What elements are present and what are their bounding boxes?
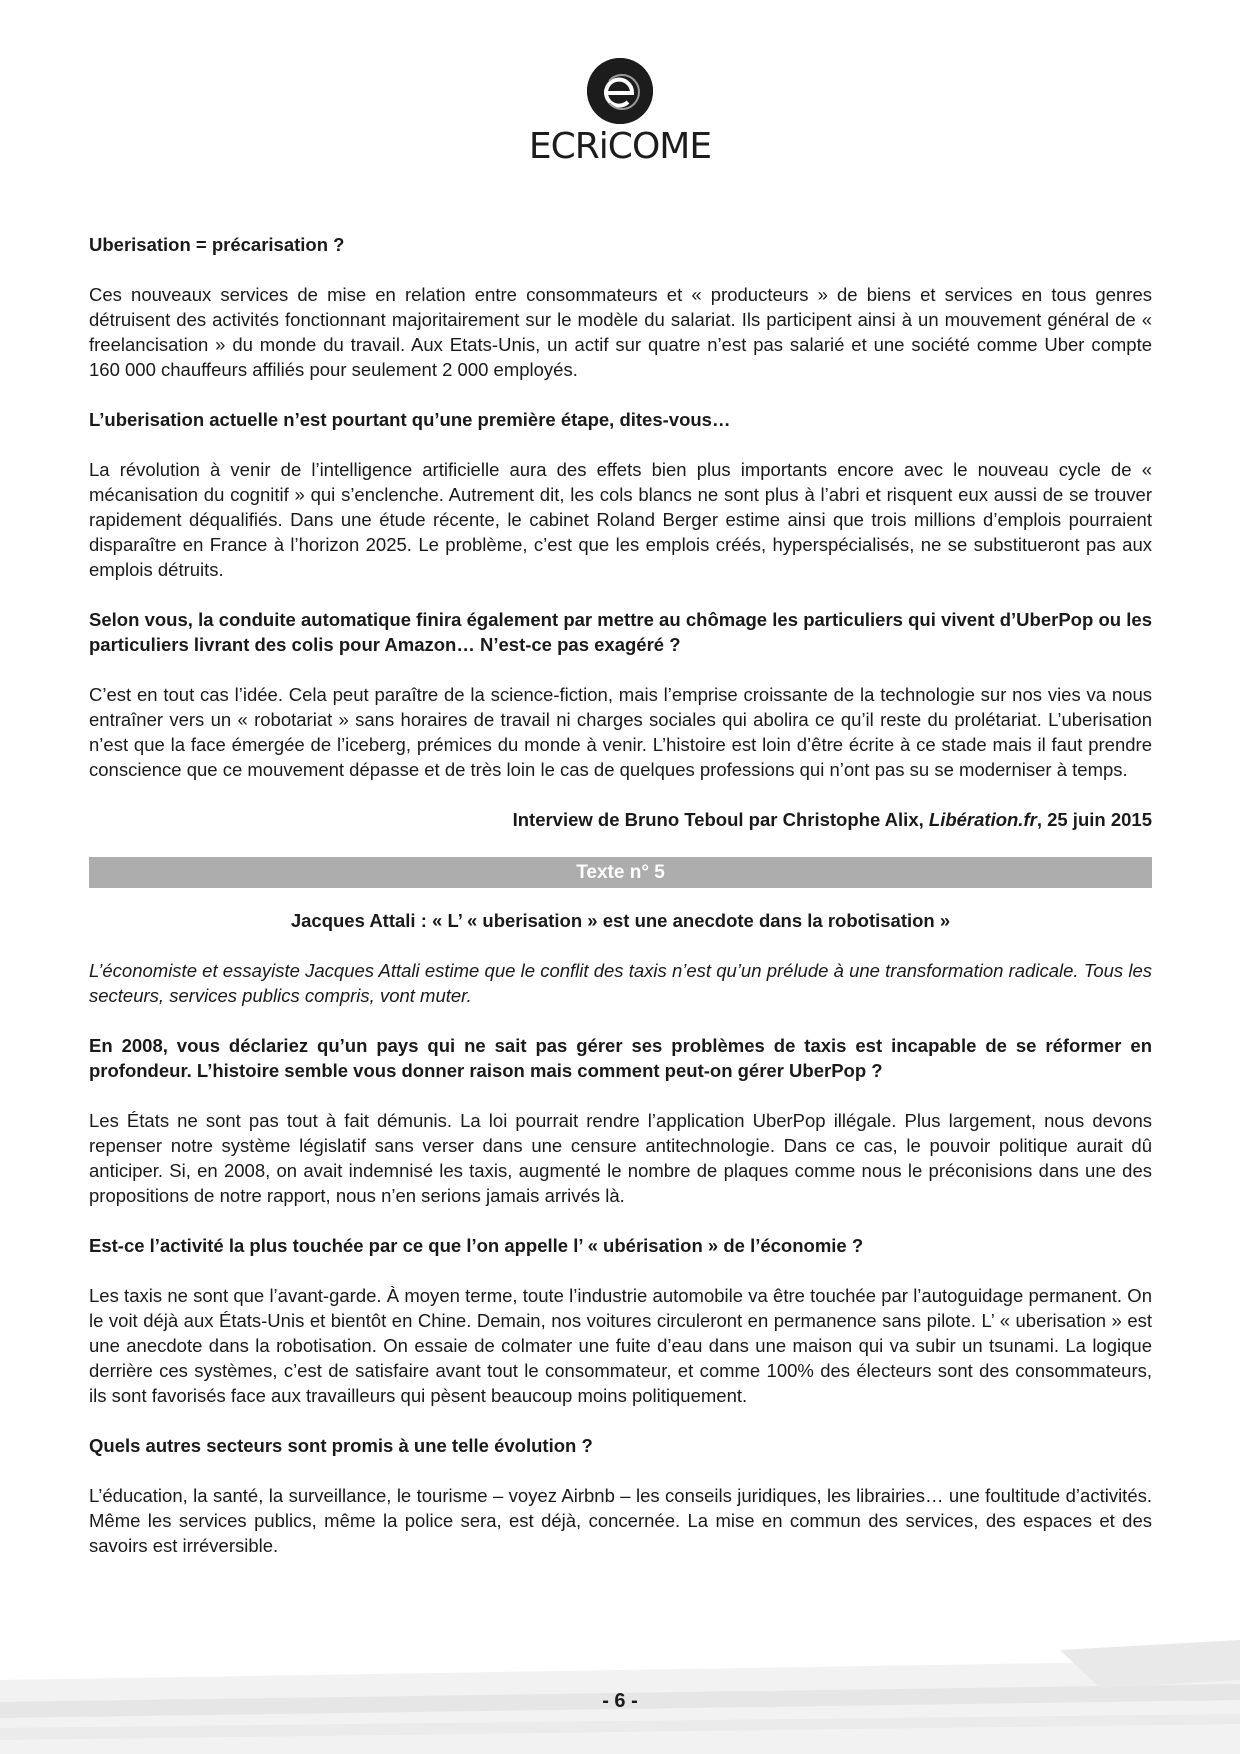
- question-heading: Est-ce l’activité la plus touchée par ce que l’on appelle l’ « ubérisation » de l’économie ?: [89, 1235, 864, 1256]
- question-heading: En 2008, vous déclariez qu’un pays qui ne sait pas gérer ses problèmes de taxis est incapable de se réformer en profondeur. L’histoire semble vous donner raison mais comment peut-on gérer UberPop ?: [89, 1035, 1152, 1081]
- question-heading: L’uberisation actuelle n’est pourtant qu’une première étape, dites-vous…: [89, 409, 731, 430]
- answer-paragraph: Les taxis ne sont que l’avant-garde. À moyen terme, toute l’industrie automobile va être touchée par l’autoguidage permanent. On le voit déjà aux États-Unis et bientôt en Chine. Demain, nos voitures circuleront en permanence sans pilote. L’ « uberisation » est une anecdote dans la robotisation. On essaie de colmater une fuite d’eau dans une maison qui va subir un tsunami. La logique derrière ces systèmes, c’est de satisfaire avant tout le consommateur, et comme 100% des électeurs sont des consommateurs, ils sont favorisés face aux travailleurs qui pèsent beaucoup moins politiquement.: [89, 1285, 1152, 1406]
- page-number: - 6 -: [602, 1690, 638, 1712]
- source-citation: [89, 807, 1152, 832]
- question-heading: Quels autres secteurs sont promis à une telle évolution ?: [89, 1435, 593, 1456]
- article-body: [89, 232, 1152, 1583]
- answer-paragraph: Ces nouveaux services de mise en relation entre consommateurs et « producteurs » de biens et services en tous genres détruisent des activités fonctionnant majoritairement sur le modèle du salariat. Ils participent ainsi à un mouvement général de « freelancisation » du monde du travail. Aux Etats-Unis, un actif sur quatre n’est pas salarié et une société comme Uber compte 160 000 chauffeurs affiliés pour seulement 2 000 employés.: [89, 284, 1152, 380]
- texte-5-band: Texte n° 5: [89, 857, 1152, 888]
- answer-paragraph: La révolution à venir de l’intelligence artificielle aura des effets bien plus importants encore avec le nouveau cycle de « mécanisation du cognitif » qui s’enclenche. Autrement dit, les cols blancs ne sont plus à l’abri et risquent eux aussi de se trouver rapidement déqualifiés. Dans une étude récente, le cabinet Roland Berger estime ainsi que trois millions d’emplois pourraient disparaître en France à l’horizon 2025. Le problème, c’est que les emplois créés, hyperspécialisés, ne se substitueront pas aux emplois détruits.: [89, 459, 1152, 580]
- answer-paragraph: L’éducation, la santé, la surveillance, le tourisme – voyez Airbnb – les conseils juridiques, les librairies… une foultitude d’activités. Même les services publics, même la police sera, est déjà, concernée. La mise en commun des services, des espaces et des savoirs est irréversible.: [89, 1485, 1152, 1556]
- question-heading: Selon vous, la conduite automatique finira également par mettre au chômage les particuliers qui vivent d’UberPop ou les particuliers livrant des colis pour Amazon… N’est-ce pas exagéré ?: [89, 609, 1152, 655]
- answer-paragraph: C’est en tout cas l’idée. Cela peut paraître de la science-fiction, mais l’emprise croissante de la technologie sur nos vies va nous entraîner vers un « robotariat » sans horaires de travail ni charges sociales qui abolira ce qu’il reste du prolétariat. L’uberisation n’est que la face émergée de l’iceberg, prémices du monde à venir. L’histoire est loin d’être écrite à ce stade mais il faut prendre conscience que ce mouvement dépasse et de très loin le cas de quelques professions qui n’ont pas su se moderniser à temps.: [89, 684, 1152, 780]
- answer-paragraph: Les États ne sont pas tout à fait démunis. La loi pourrait rendre l’application UberPop illégale. Plus largement, nous devons repenser notre système législatif sans verser dans une censure antitechnologie. Dans ce cas, le pouvoir politique aurait dû anticiper. Si, en 2008, on avait indemnisé les taxis, augmenté le nombre de plaques comme nous le préconisions dans une des propositions de notre rapport, nous n’en serions jamais arrivés là.: [89, 1110, 1152, 1206]
- source-date: , 25 juin 2015: [1036, 809, 1152, 830]
- article-intro: L’économiste et essayiste Jacques Attali estime que le conflit des taxis n’est qu’un prélude à une transformation radicale. Tous les secteurs, services publics compris, vont muter.: [89, 960, 1152, 1006]
- article-title: Jacques Attali : « L’ « uberisation » est une anecdote dans la robotisation »: [290, 910, 951, 931]
- logo-text: ECRiCOME: [528, 126, 712, 167]
- ecricome-logo: [0, 58, 1240, 167]
- source-publication: Libération.fr: [928, 809, 1037, 830]
- question-heading: Uberisation = précarisation ?: [89, 234, 345, 255]
- source-prefix: Interview de Bruno Teboul par Christophe Alix,: [512, 809, 929, 830]
- logo-e-icon: [587, 58, 653, 124]
